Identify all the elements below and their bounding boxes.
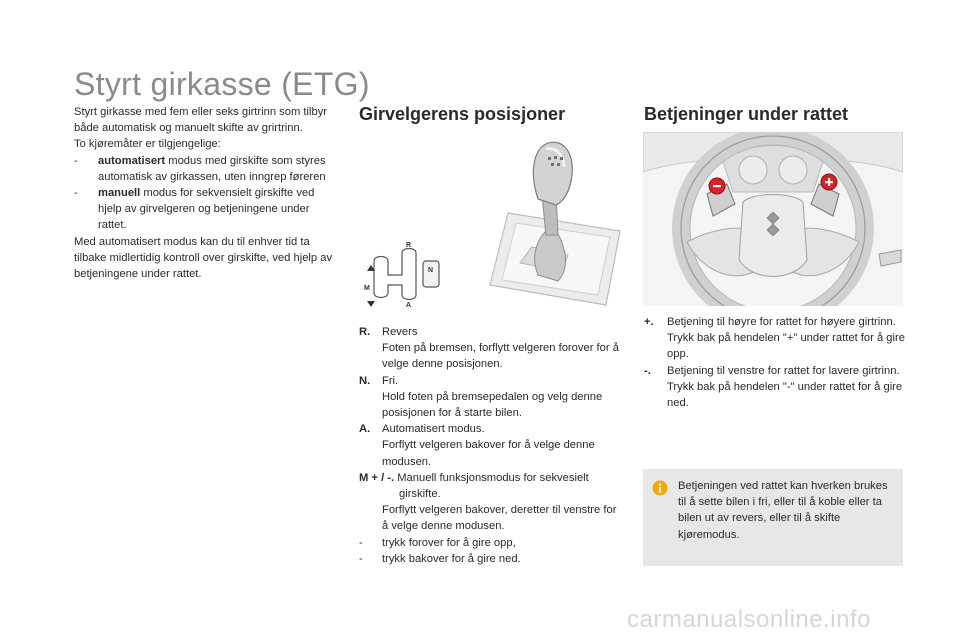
intro-bullet-automatic: - automatisert modus med girskifte som styres automatisk av girkassen, uten inngrep føreren	[74, 154, 326, 183]
sub-step-up: - trykk forover for å gire opp,	[359, 535, 621, 551]
intro-paragraph-1: Styrt girkasse med fem eller seks girtrinn som tilbyr både automatisk og manuelt skifte av grirtrinn.	[74, 106, 328, 135]
step-item: Trykk bak på hendelen "+" under rattet for å gire opp.	[667, 332, 905, 361]
info-icon	[652, 480, 668, 496]
steering-wheel-illustration	[643, 132, 903, 306]
sub-step-down: - trykk bakover for å gire ned.	[359, 551, 621, 567]
step-item: Forflytt velgeren bakover, deretter til venstre for å velge denne modusen.	[382, 504, 617, 533]
position-n: N. Fri.	[359, 373, 621, 389]
position-key: M + / -.	[359, 471, 395, 484]
watermark: carmanualsonline.info	[627, 606, 871, 633]
step-item: Trykk bak på hendelen "-" under rattet for å gire ned.	[667, 380, 903, 410]
control-key: -.	[644, 364, 651, 377]
dash: -	[74, 187, 78, 200]
position-m: M + / -. Manuell funksjonsmodus for sekvesielt girskifte.	[359, 471, 589, 501]
position-a: A. Automatisert modus.	[359, 421, 621, 437]
control-minus: -. Betjening til venstre for rattet for lavere girtrinn.	[644, 363, 906, 379]
gear-positions-list	[359, 324, 621, 567]
intro-paragraph-2: To kjøremåter er tilgjengelige:	[74, 138, 221, 151]
position-key: A.	[359, 423, 371, 436]
step-item: Hold foten på bremsepedalen og velg denne posisjonen for å starte bilen.	[382, 390, 603, 420]
bold-term: automatisert	[98, 154, 166, 167]
gate-label-m: M	[364, 285, 370, 292]
position-key: N.	[359, 374, 371, 387]
intro-bullet-manual: - manuell modus for sekvensielt girskifte ved hjelp av girvelgeren og betjeningene under rattet.	[74, 187, 315, 232]
dash: -	[359, 552, 363, 565]
position-key: R.	[359, 326, 371, 338]
page-title: Styrt girkasse (ETG)	[74, 66, 370, 102]
control-plus: +. Betjening til høyre for rattet for høyere girtrinn.	[644, 314, 906, 330]
section-heading-gear-positions: Girvelgerens posisjoner	[359, 104, 566, 124]
dash: -	[359, 536, 363, 549]
control-key: +.	[644, 316, 654, 328]
gear-lever-illustration	[362, 135, 624, 313]
gate-label-a: A	[406, 302, 412, 309]
step-item: Forflytt velgeren bakover for å velge denne modusen.	[382, 439, 595, 468]
gate-label-n: N	[428, 267, 434, 274]
position-r: R. Revers	[359, 324, 621, 340]
dash: -	[74, 154, 78, 167]
info-text: Betjeningen ved rattet kan hverken brukes til å sette bilen i fri, eller til å koble eller ta bilen ut av revers, eller til å skifte kjøremodus.	[678, 480, 888, 541]
steering-controls-list	[644, 314, 906, 411]
gate-label-r: R	[406, 242, 412, 249]
section-heading-steering-controls: Betjeninger under rattet	[644, 104, 849, 124]
intro-text	[74, 104, 336, 282]
bold-term: manuell	[98, 187, 141, 200]
info-box	[643, 469, 903, 566]
step-item: Foten på bremsen, forflytt velgeren forover for å velge denne posisjonen.	[382, 342, 619, 371]
intro-paragraph-3: Med automatisert modus kan du til enhver tid ta tilbake midlertidig kontroll over girskifte, ved hjelp av betjeningene under rattet.	[74, 235, 333, 281]
